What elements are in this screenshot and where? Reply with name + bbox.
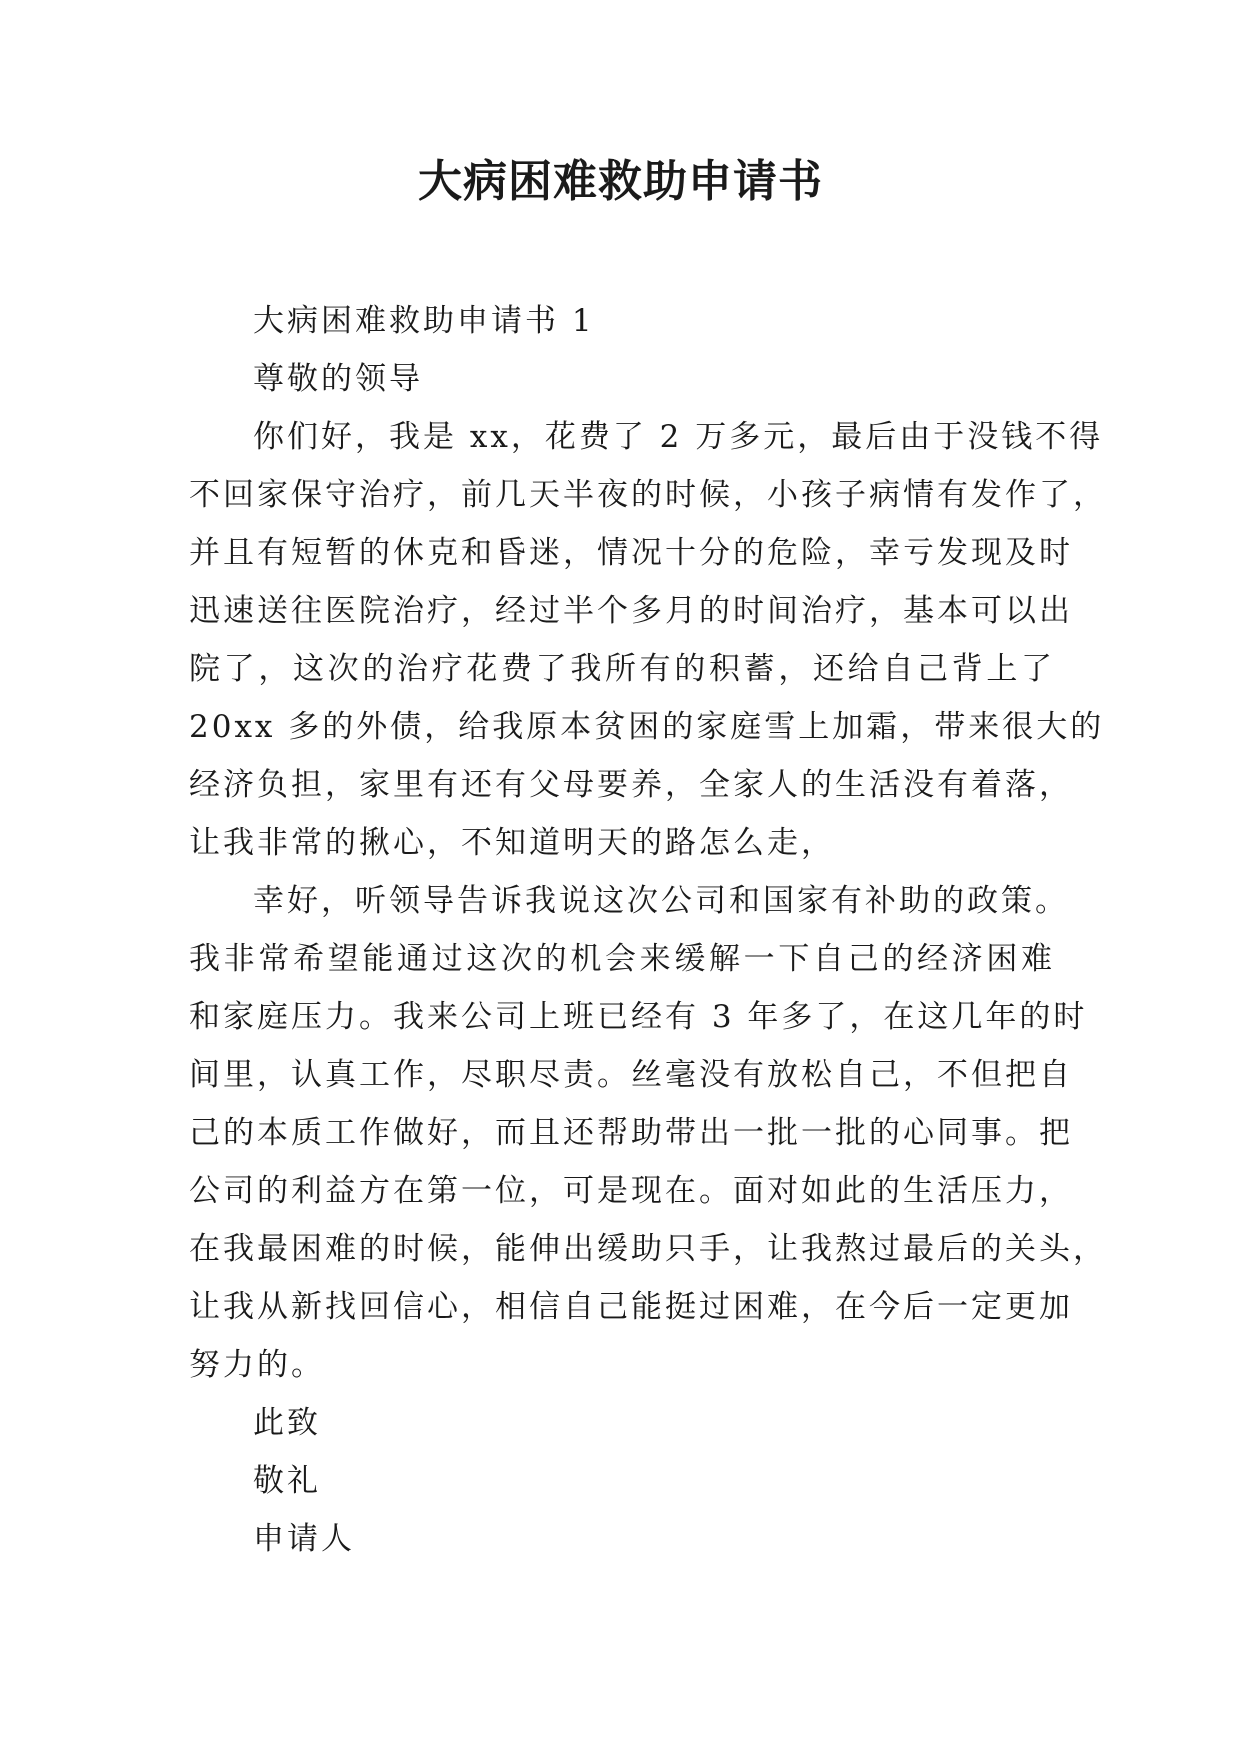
paragraph-line: 在我最困难的时候，能伸出缓助只手，让我熬过最后的关头， [189,1231,1107,1267]
paragraph-line: 己的本质工作做好，而且还帮助带出一批一批的心同事。把 [189,1115,1073,1151]
document-title: 大病困难救助申请书 [418,156,823,207]
paragraph-line: 经济负担，家里有还有父母要养，全家人的生活没有着落， [189,767,1073,803]
closing-greeting: 此致 [253,1405,321,1441]
paragraph-line: 我非常希望能通过这次的机会来缓解一下自己的经济困难 [189,941,1055,977]
paragraph-line: 公司的利益方在第一位，可是现在。面对如此的生活压力， [189,1173,1073,1209]
paragraph-line: 和家庭压力。我来公司上班已经有 3 年多了，在这几年的时 [189,999,1088,1035]
paragraph-line: 不回家保守治疗，前几天半夜的时候，小孩子病情有发作了， [189,477,1107,513]
applicant-label: 申请人 [253,1521,355,1557]
paragraph-line: 让我非常的揪心，不知道明天的路怎么走， [189,825,835,861]
paragraph-1 [189,408,1107,872]
paragraph-line: 让我从新找回信心，相信自己能挺过困难，在今后一定更加 [189,1289,1073,1325]
paragraph-line: 幸好，听领导告诉我说这次公司和国家有补助的政策。 [253,883,1069,919]
paragraph-line: 并且有短暂的休克和昏迷，情况十分的危险，幸亏发现及时 [189,535,1073,571]
section-heading: 大病困难救助申请书 1 [253,303,595,339]
paragraph-line: 你们好，我是 xx，花费了 2 万多元，最后由于没钱不得 [253,419,1104,455]
paragraph-2 [189,872,1107,1394]
paragraph-line: 间里，认真工作，尽职尽责。丝毫没有放松自己，不但把自 [189,1057,1073,1093]
closing-salute: 敬礼 [253,1463,321,1499]
document-body [189,292,1107,1568]
paragraph-line: 院了，这次的治疗花费了我所有的积蓄，还给自己背上了 [189,651,1055,687]
salutation: 尊敬的领导 [253,361,423,397]
paragraph-line: 努力的。 [189,1347,325,1383]
paragraph-line: 迅速送往医院治疗，经过半个多月的时间治疗，基本可以出 [189,593,1073,629]
paragraph-line: 20xx 多的外债，给我原本贫困的家庭雪上加霜，带来很大的 [189,709,1105,745]
